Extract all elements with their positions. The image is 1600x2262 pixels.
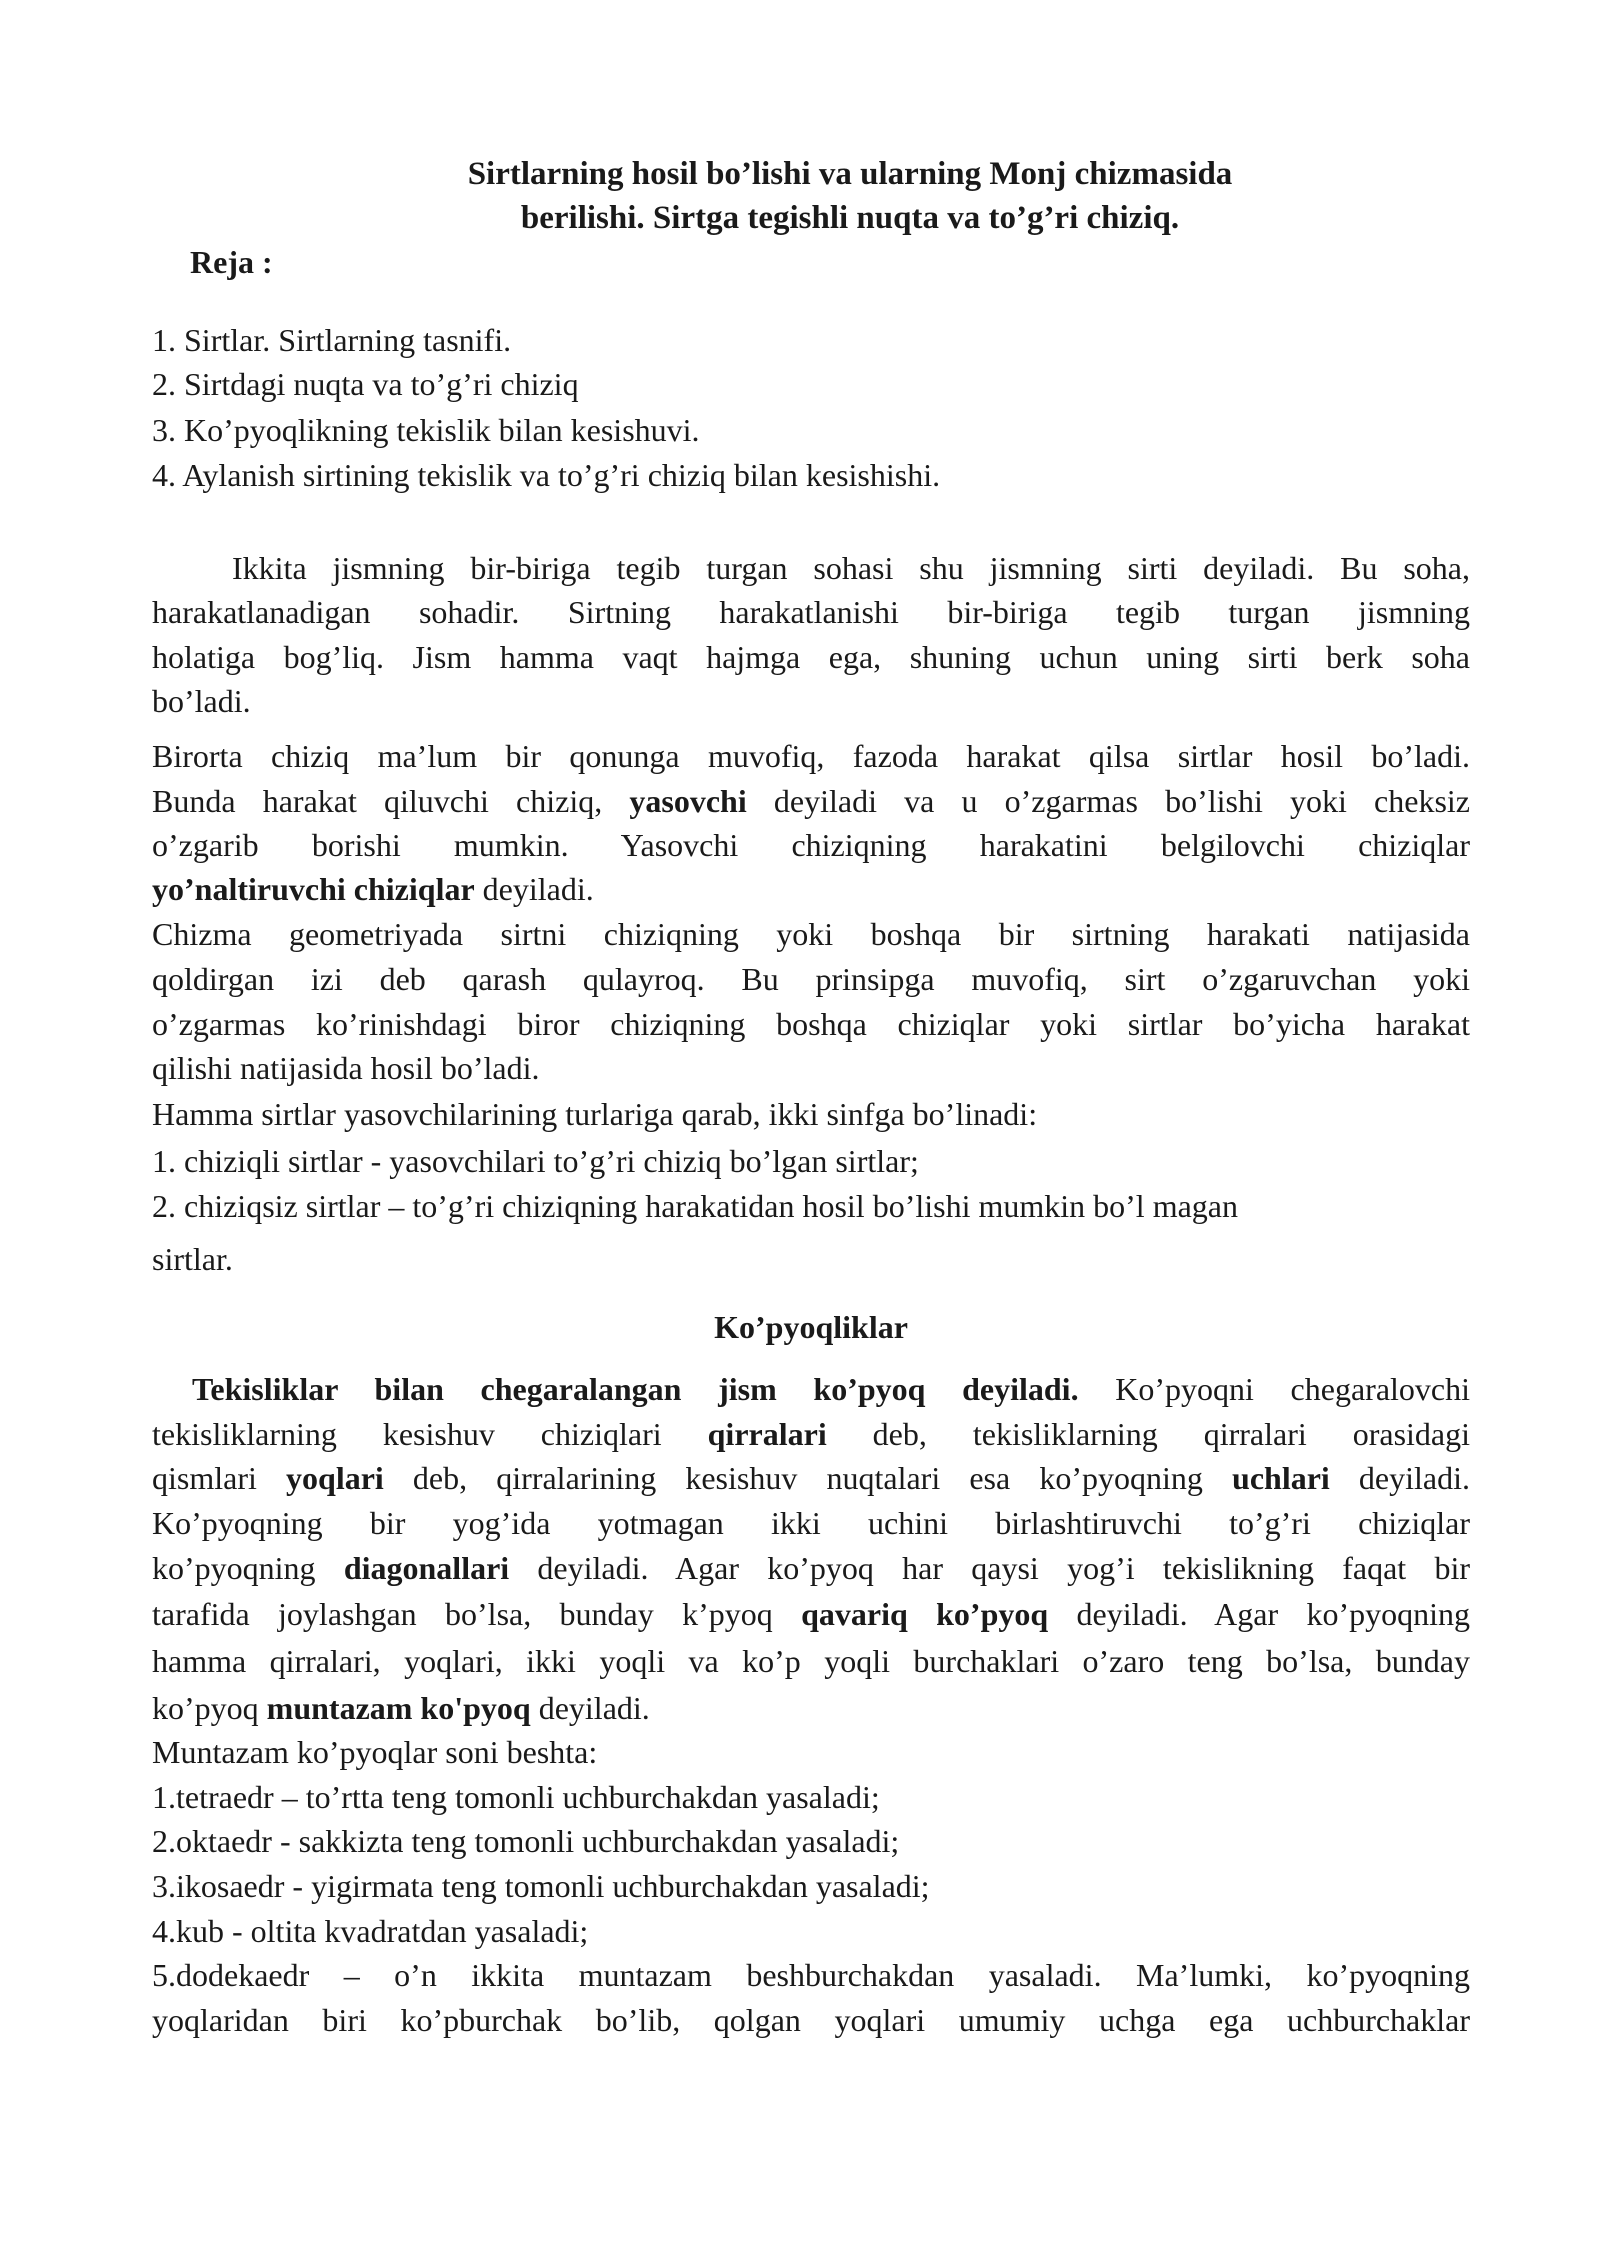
paragraph-line: o’zgarib borishi mumkin. Yasovchi chiziqning harakatini belgilovchi chiziqlar (152, 827, 1470, 863)
paragraph-line: qilishi natijasida hosil bo’ladi. (152, 1050, 540, 1086)
paragraph-line: tarafida joylashgan bo’lsa, bunday k’pyoq qavariq koʼpyoq deyiladi. Agar ko’pyoqning (152, 1596, 1471, 1632)
paragraph-line: bo’ladi. (152, 683, 251, 719)
title-line-1: Sirtlarning hosil bo’lishi va ularning Monj chizmasida (467, 156, 1233, 192)
regular-item: 2.oktaedr - sakkizta teng tomonli uchburchakdan yasaladi; (152, 1823, 900, 1859)
term-muntazam: muntazam ko'pyoq (266, 1690, 531, 1726)
regular-item: 4.kub - oltita kvadratdan yasaladi; (152, 1913, 589, 1949)
paragraph-line: qismlari yoqlari deb, qirralarining kesishuv nuqtalari esa ko’pyoqning uchlari deyiladi. (152, 1460, 1471, 1496)
class-item: 1. chiziqli sirtlar - yasovchilari to’g’ri chiziq bo’lgan sirtlar; (152, 1143, 919, 1179)
plan-item: 4. Aylanish sirtining tekislik va to’g’ri chiziq bilan kesishishi. (152, 457, 941, 493)
paragraph-line: ko’pyoq muntazam ko'pyoq deyiladi. (152, 1690, 650, 1726)
class-item: sirtlar. (152, 1241, 233, 1277)
paragraph-line: hamma qirralari, yoqlari, ikki yoqli va ko’p yoqli burchaklari o’zaro teng bo’lsa, bunday (152, 1643, 1470, 1679)
term-yoqlari: yoqlari (286, 1460, 384, 1496)
class-item: 2. chiziqsiz sirtlar – to’g’ri chiziqning harakatidan hosil bo’lishi mumkin bo’l magan (152, 1188, 1238, 1224)
plan-item: 2. Sirtdagi nuqta va to’g’ri chiziq (152, 366, 579, 402)
paragraph-line: yoqlaridan biri ko’pburchak bo’lib, qolgan yoqlari umumiy uchga ega uchburchaklar (152, 2002, 1470, 2038)
paragraph-line: tekisliklarning kesishuv chiziqlari qirralari deb, tekisliklarning qirralari orasidagi (152, 1416, 1471, 1452)
paragraph-line: Tekisliklar bilan chegaralangan jism ko’pyoq deyiladi. Ko’pyoqni chegaralovchi (192, 1371, 1471, 1407)
paragraph-line: holatiga bog’liq. Jism hamma vaqt hajmga ega, shuning uchun uning sirti berk soha (152, 639, 1470, 675)
plan-item: 1. Sirtlar. Sirtlarning tasnifi. (152, 322, 512, 358)
paragraph-line: Muntazam ko’pyoqlar soni beshta: (152, 1734, 598, 1770)
paragraph-line: Hamma sirtlar yasovchilarining turlariga qarab, ikki sinfga bo’linadi: (152, 1096, 1038, 1132)
paragraph-line: Ko’pyoqning bir yog’ida yotmagan ikki uchini birlashtiruvchi to’g’ri chiziqlar (152, 1505, 1470, 1541)
paragraph-line: ko’pyoqning diagonallari deyiladi. Agar ko’pyoq har qaysi yog’i tekislikning faqat bir (152, 1550, 1471, 1586)
term-diagonallari: diagonallari (343, 1550, 510, 1586)
term-qavariq: qavariq koʼpyoq (801, 1596, 1049, 1632)
term-yasovchi: yasovchi (629, 783, 747, 819)
regular-item: 3.ikosaedr - yigirmata teng tomonli uchburchakdan yasaladi; (152, 1868, 930, 1904)
paragraph-line: qoldirgan izi deb qarash qulayroq. Bu prinsipga muvofiq, sirt o’zgaruvchan yoki (152, 961, 1470, 997)
term-uchlari: uchlari (1232, 1460, 1330, 1496)
paragraph-line: Ikkita jismning bir-biriga tegib turgan sohasi shu jismning sirti deyiladi. Bu soha, (232, 550, 1470, 586)
section-heading: Ko’pyoqliklar (714, 1309, 908, 1345)
paragraph-line: Chizma geometriyada sirtni chiziqning yoki boshqa bir sirtning harakati natijasida (152, 916, 1470, 952)
paragraph-line: yoʼnaltiruvchi chiziqlar deyiladi. (152, 871, 594, 907)
plan-heading: Reja : (190, 244, 273, 280)
term-yonaltiruvchi: yoʼnaltiruvchi chiziqlar (152, 871, 475, 907)
paragraph-line: Bunda harakat qiluvchi chiziq, yasovchi deyiladi va u o’zgarmas bo’lishi yoki cheksiz (152, 783, 1470, 819)
paragraph-line: Birorta chiziq ma’lum bir qonunga muvofiq, fazoda harakat qilsa sirtlar hosil bo’ladi. (152, 738, 1470, 774)
plan-item: 3. Ko’pyoqlikning tekislik bilan kesishuvi. (152, 412, 700, 448)
regular-item: 1.tetraedr – to’rtta teng tomonli uchburchakdan yasaladi; (152, 1779, 880, 1815)
definition-bold: Tekisliklar bilan chegaralangan jism ko’pyoq deyiladi. (192, 1371, 1079, 1407)
term-qirralari: qirralari (707, 1416, 827, 1452)
paragraph-line: 5.dodekaedr – o’n ikkita muntazam beshburchakdan yasaladi. Ma’lumki, ko’pyoqning (152, 1957, 1470, 1993)
paragraph-line: harakatlanadigan sohadir. Sirtning harakatlanishi bir-biriga tegib turgan jismning (152, 594, 1470, 630)
paragraph-line: o’zgarmas ko’rinishdagi biror chiziqning boshqa chiziqlar yoki sirtlar bo’yicha harakat (152, 1006, 1470, 1042)
title-line-2: berilishi. Sirtga tegishli nuqta va to’g’ri chiziq. (520, 200, 1180, 236)
